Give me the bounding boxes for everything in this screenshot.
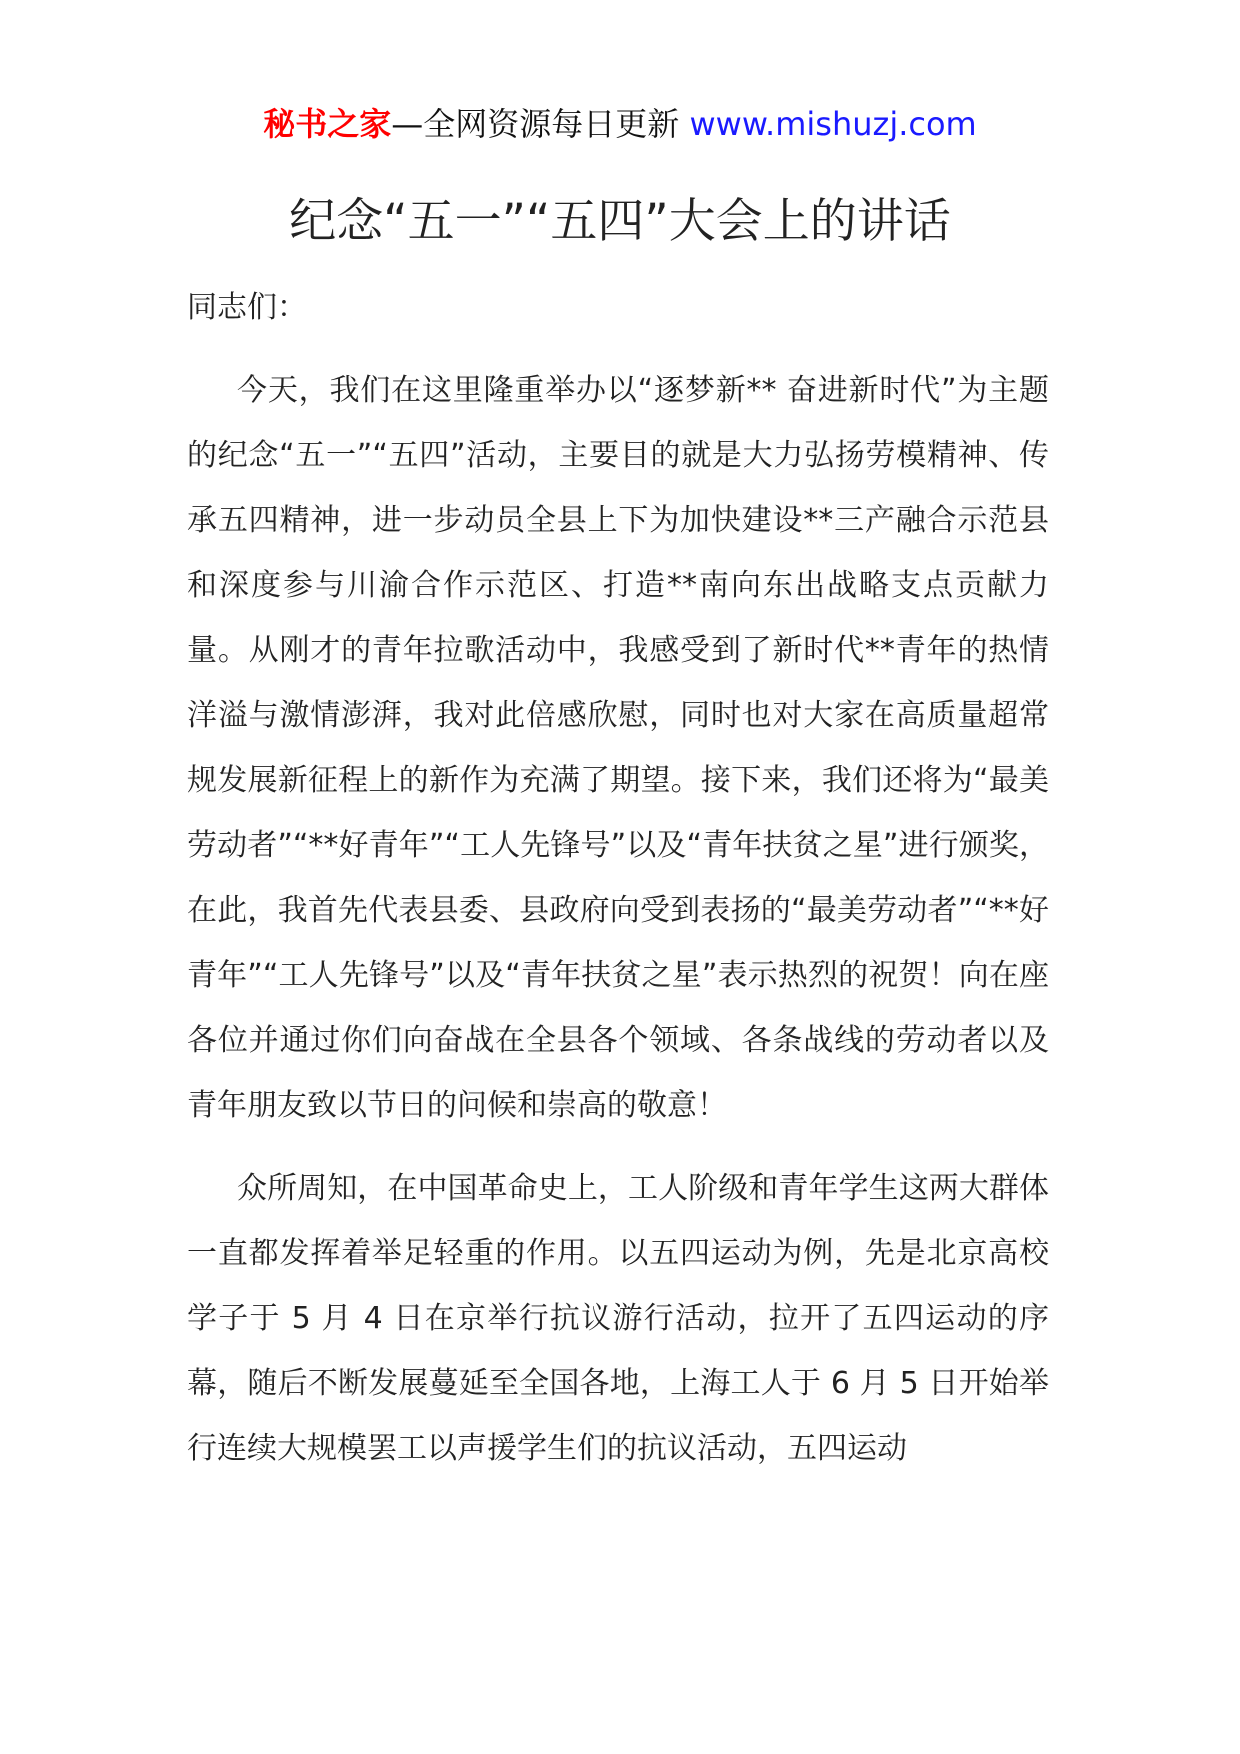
paragraph-2: 众所周知，在中国革命史上，工人阶级和青年学生这两大群体一直都发挥着举足轻重的作用。以五四运动为例，先是北京高校学子于 5 月 4 日在京举行抗议游行活动，拉开了五四运动的序幕，随后不断发展蔓延至全国各地，上海工人于 6 月 5 日开始举行连续大规模罢工以声援学生们的抗议活动，五四运动: [187, 1171, 1049, 1466]
salutation: 同志们：: [187, 290, 307, 325]
brand-name: 秘书之家: [263, 105, 392, 143]
paragraph-1: 今天，我们在这里隆重举办以“逐梦新** 奋进新时代”为主题的纪念“五一”“五四”活动，主要目的就是大力弘扬劳模精神、传承五四精神，进一步动员全县上下为加快建设**三产融合示范县和深度参与川渝合作示范区、打造**南向东出战略支点贡献力量。从刚才的青年拉歌活动中，我感受到了新时代**青年的热情洋溢与激情澎湃，我对此倍感欣慰，同时也对大家在高质量超常规发展新征程上的新作为充满了期望。接下来，我们还将为“最美劳动者”“**好青年”“工人先锋号”以及“青年扶贫之星”进行颁奖，在此，我首先代表县委、县政府向受到表扬的“最美劳动者”“**好青年”“工人先锋号”以及“青年扶贫之星”表示热烈的祝贺！向在座各位并通过你们向奋战在全县各个领域、各条战线的劳动者以及青年朋友致以节日的问候和崇高的敬意！: [187, 373, 1049, 1123]
document-title: 纪念“五一”“五四”大会上的讲话: [289, 194, 951, 249]
header-tagline: —全网资源每日更新: [391, 105, 680, 143]
site-header: [0, 100, 1240, 148]
document-body: [187, 275, 1049, 1499]
site-url-link[interactable]: www.mishuzj.com: [689, 105, 977, 143]
